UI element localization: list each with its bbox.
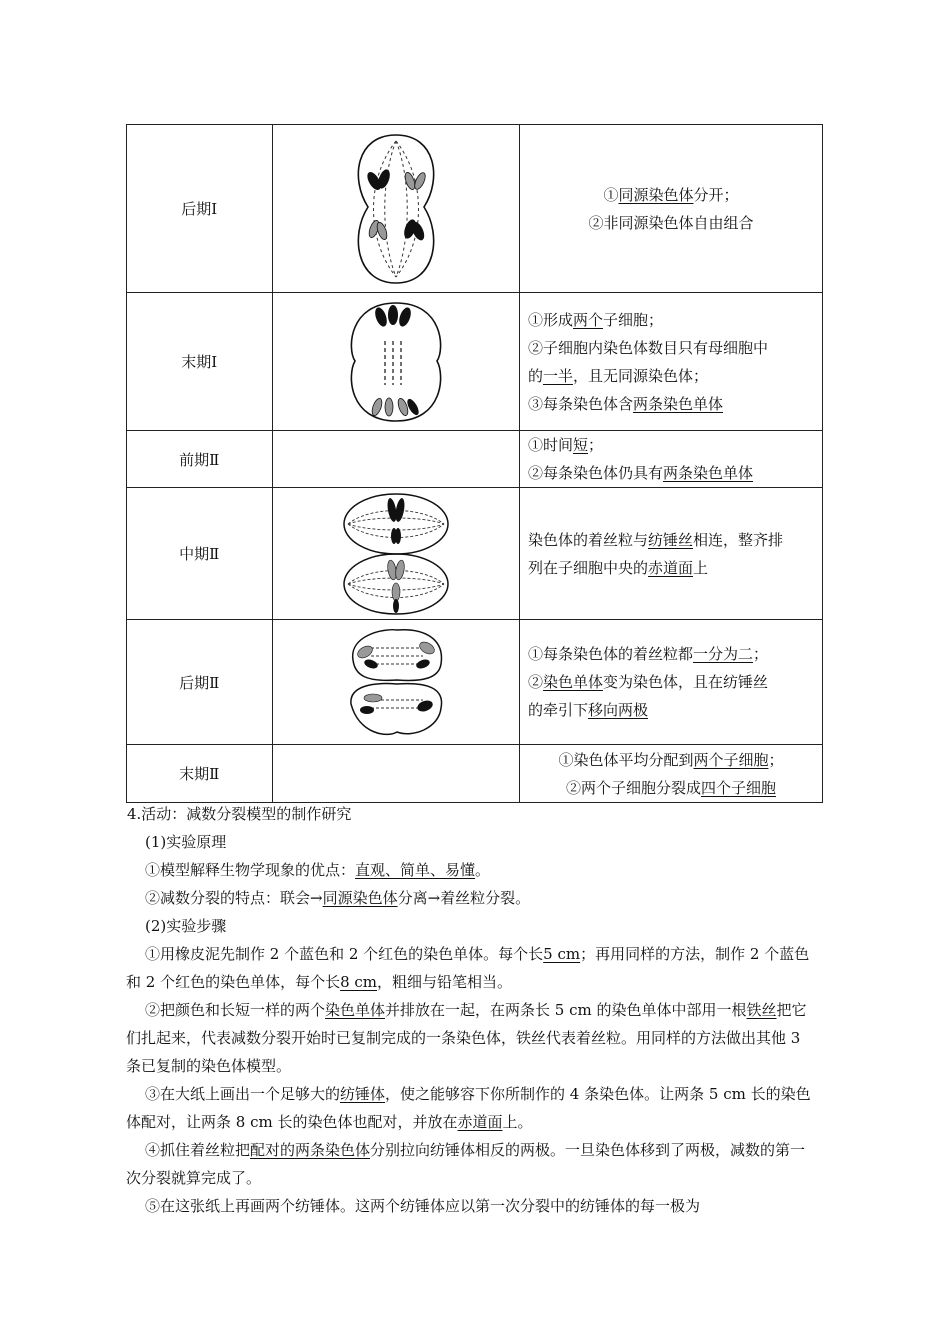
meiosis-table bbox=[126, 124, 823, 803]
answer: 铁丝 bbox=[746, 1001, 777, 1019]
answer: 同源染色体 bbox=[618, 185, 694, 204]
text: 把它们扎起来，代表减数分裂开始时已复制完成的一条染色体，铁丝代表着丝粒。用同样的方法做出其他 3 条已复制的染色体模型。 bbox=[126, 1001, 807, 1075]
text: ④抓住着丝粒把 bbox=[145, 1141, 251, 1159]
section-title: 4.活动：减数分裂模型的制作研究 bbox=[127, 805, 352, 823]
answer: 两个 bbox=[572, 310, 603, 329]
text: 染色体的着丝粒与 bbox=[527, 530, 648, 549]
text: ①时间 bbox=[527, 436, 573, 454]
text: 相连，整齐排 bbox=[693, 530, 784, 549]
table-row bbox=[127, 745, 823, 803]
feature-cell bbox=[519, 745, 822, 803]
figure-cell bbox=[272, 293, 519, 431]
answer: 纺锤体 bbox=[340, 1085, 386, 1103]
answer: 两条染色单体 bbox=[662, 464, 753, 482]
text: ②每条染色体仍具有 bbox=[527, 464, 663, 482]
answer: 8 cm bbox=[340, 973, 378, 991]
text: ；再用同样的方法，制作 2 个蓝色和 2 个红色的染色单体，每个长 bbox=[126, 945, 810, 991]
text: ①形成 bbox=[527, 310, 573, 329]
anaphase-1-figure bbox=[346, 129, 446, 289]
text: 并排放在一起，在两条长 5 cm 的染色单体中部用一根 bbox=[385, 1001, 747, 1019]
figure-cell bbox=[272, 125, 519, 293]
text: 分离→着丝粒分裂。 bbox=[397, 889, 531, 907]
subsection-title: (1)实验原理 bbox=[145, 833, 227, 851]
stage-label: 后期Ⅰ bbox=[127, 125, 273, 293]
text: ③在大纸上画出一个足够大的 bbox=[145, 1085, 341, 1103]
feature-cell bbox=[519, 488, 822, 620]
text: ② bbox=[527, 673, 543, 691]
answer: 一半 bbox=[542, 366, 573, 385]
principle-line bbox=[145, 884, 815, 912]
text: ，粗细与铅笔相当。 bbox=[377, 973, 513, 991]
text: ③每条染色体含 bbox=[527, 394, 633, 413]
answer: 短 bbox=[572, 436, 588, 454]
text: ①模型解释生物学现象的优点： bbox=[145, 861, 356, 879]
text: ； bbox=[753, 645, 769, 663]
figure-cell bbox=[272, 745, 519, 803]
answer: 染色单体 bbox=[325, 1001, 386, 1019]
text: ②两个子细胞分裂成 bbox=[565, 778, 701, 797]
stage-label: 前期Ⅱ bbox=[127, 431, 273, 488]
table-row bbox=[127, 488, 823, 620]
stage-label: 后期Ⅱ bbox=[127, 620, 273, 745]
answer: 两个子细胞 bbox=[693, 750, 769, 769]
answer: 赤道面 bbox=[647, 558, 693, 577]
text: 的 bbox=[527, 366, 543, 385]
step-paragraph bbox=[126, 1080, 815, 1136]
text: 。 bbox=[475, 861, 491, 879]
text: ①用橡皮泥先制作 2 个蓝色和 2 个红色的染色单体。每个长 bbox=[145, 945, 544, 963]
answer: 赤道面 bbox=[457, 1113, 503, 1131]
text: ，使之能够容下你所制作的 4 条染色体。让两条 5 cm 长的染色体配对，让两条 8 cm 长的染色体也配对，并放在 bbox=[126, 1085, 811, 1131]
text: ②子细胞内染色体数目只有母细胞中 bbox=[527, 338, 768, 357]
text: 变为染色体，且在纺锤丝 bbox=[603, 673, 769, 691]
principle-line bbox=[145, 856, 815, 884]
text: ②减数分裂的特点：联会→ bbox=[145, 889, 323, 907]
table-row bbox=[127, 293, 823, 431]
stage-label: 末期Ⅱ bbox=[127, 745, 273, 803]
table-row bbox=[127, 620, 823, 745]
metaphase-2-figure bbox=[340, 492, 452, 616]
answer: 配对的两条染色体 bbox=[250, 1141, 371, 1159]
text: ； bbox=[588, 436, 604, 454]
answer: 直观、简单、易懂 bbox=[355, 861, 476, 879]
feature-cell bbox=[519, 620, 822, 745]
telophase-1-figure bbox=[341, 299, 451, 425]
subsection-title: (2)实验步骤 bbox=[145, 917, 227, 935]
step-paragraph bbox=[126, 940, 815, 996]
text: 非同源染色体自由组合 bbox=[603, 213, 754, 232]
step-paragraph bbox=[126, 1136, 815, 1192]
text: ② bbox=[588, 213, 604, 232]
stage-label: 末期Ⅰ bbox=[127, 293, 273, 431]
activity-section bbox=[126, 800, 815, 1220]
step-paragraph: ⑤在这张纸上再画两个纺锤体。这两个纺锤体应以第一次分裂中的纺锤体的每一极为 bbox=[145, 1197, 701, 1215]
table-row bbox=[127, 431, 823, 488]
text: 分开； bbox=[693, 185, 739, 204]
answer: 移向两极 bbox=[587, 701, 648, 719]
feature-cell bbox=[519, 125, 822, 293]
text: ； bbox=[768, 750, 784, 769]
stage-label: 中期Ⅱ bbox=[127, 488, 273, 620]
figure-cell bbox=[272, 620, 519, 745]
text: ① bbox=[603, 185, 619, 204]
text: ①每条染色体的着丝粒都 bbox=[527, 645, 693, 663]
answer: 纺锤丝 bbox=[647, 530, 693, 549]
table-row bbox=[127, 125, 823, 293]
text: 上 bbox=[693, 558, 709, 577]
answer: 四个子细胞 bbox=[700, 778, 776, 797]
answer: 染色单体 bbox=[542, 673, 603, 691]
anaphase-2-figure bbox=[343, 624, 449, 740]
figure-cell bbox=[272, 488, 519, 620]
answer: 两条染色单体 bbox=[632, 394, 723, 413]
text: ②把颜色和长短一样的两个 bbox=[145, 1001, 326, 1019]
text: 上。 bbox=[502, 1113, 533, 1131]
step-paragraph bbox=[126, 996, 815, 1080]
answer: 5 cm bbox=[543, 945, 581, 963]
text: 的牵引下 bbox=[527, 701, 588, 719]
text: ，且无同源染色体； bbox=[573, 366, 709, 385]
text: 子细胞； bbox=[603, 310, 664, 329]
text: ①染色体平均分配到 bbox=[558, 750, 694, 769]
answer: 同源染色体 bbox=[322, 889, 398, 907]
figure-cell bbox=[272, 431, 519, 488]
answer: 一分为二 bbox=[692, 645, 753, 663]
feature-cell bbox=[519, 431, 822, 488]
text: 分别拉向纺锤体相反的两极。一旦染色体移到了两极，减数的第一次分裂就算完成了。 bbox=[126, 1141, 806, 1187]
text: 列在子细胞中央的 bbox=[527, 558, 648, 577]
feature-cell bbox=[519, 293, 822, 431]
